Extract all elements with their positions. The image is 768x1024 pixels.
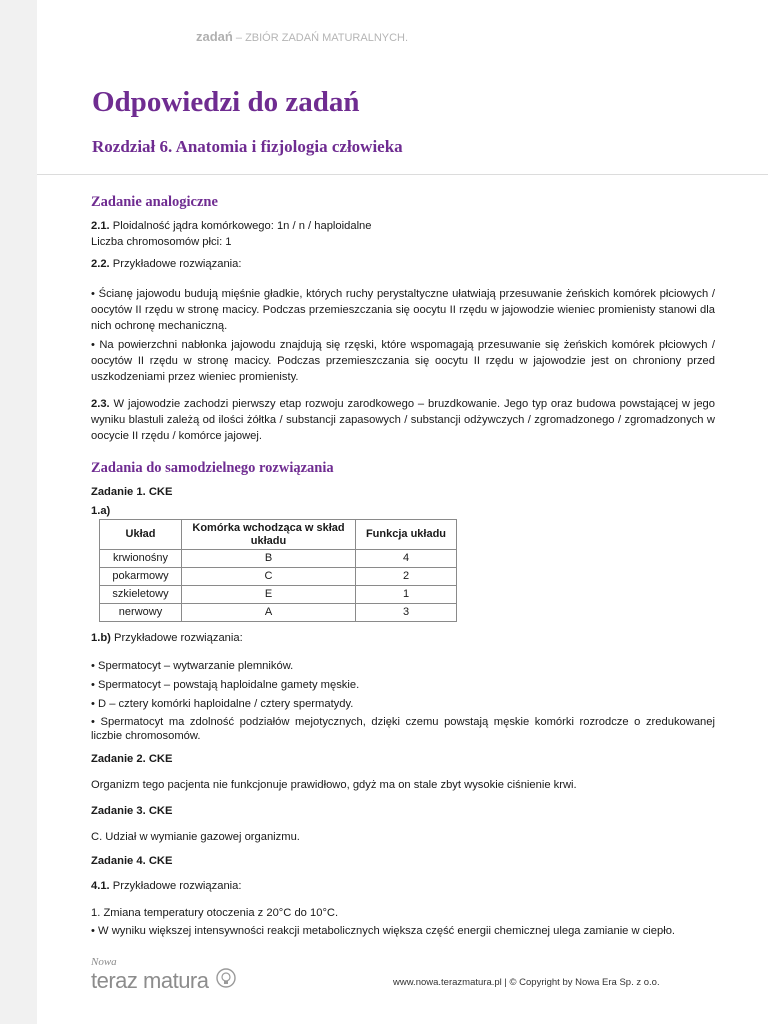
table-cell: szkieletowy [100, 586, 182, 604]
answer-2-2-bullet-2: • Na powierzchni nabłonka jajowodu znajdują się rzęski, które wspomagają przesuwanie się żeńskich komórek płciowych / oocytów II rzędu w stronę macicy. Podczas przemieszczania się oocytu II rzędu w jajowodzie jest on chroniony przed uszkodzeniami przez wieniec promienisty. [91, 339, 715, 383]
table-row [100, 586, 457, 604]
header-brand: zadań [196, 29, 233, 44]
task-2-title [91, 751, 715, 767]
task-2-title-text: Zadanie 2. CKE [91, 753, 173, 765]
answer-1b-text: Przykładowe rozwiązania: [110, 632, 243, 644]
table-row [100, 568, 457, 586]
list-item: • W wyniku większej intensywności reakcji metabolicznych większa część energii chemicznej ulega zamianie w ciepło. [91, 925, 676, 937]
answer-4-1-text: Przykładowe rozwiązania: [109, 880, 242, 892]
task-1-title-text: Zadanie 1. CKE [91, 486, 173, 498]
answer-2-3 [91, 396, 715, 444]
answer-2-2-text: Przykładowe rozwiązania: [109, 258, 242, 270]
task-1a-label-text: 1.a) [91, 505, 111, 517]
table-cell: E [182, 586, 356, 604]
answer-2-3-label: 2.3. [91, 398, 110, 410]
task-2-answer: Organizm tego pacjenta nie funkcjonuje prawidłowo, gdyż ma on stale zbyt wysokie ciśnienie krwi. [91, 779, 577, 791]
answer-2-1-label: 2.1. [91, 220, 110, 232]
logo-main-text: teraz matura [91, 967, 209, 993]
table-header-cell: Komórka wchodząca w skład układu [182, 520, 356, 550]
task-3-title [91, 803, 715, 819]
table-cell: nerwowy [100, 604, 182, 622]
table-header-cell: Układ [100, 520, 182, 550]
answer-2-2-bullet-1: • Ścianę jajowodu budują mięśnie gładkie, których ruchy perystaltyczne ułatwiają przesuwanie żeńskich komórek płciowych / oocytów II rzędu w stronę macicy. Podczas przemieszczania się oocytu II rzędu w jajowodzie wieniec promienisty stanowi dla nich ochronę mechaniczną. [91, 288, 715, 332]
answer-2-2-label: 2.2. [91, 258, 110, 270]
table-cell: pokarmowy [100, 568, 182, 586]
answer-2-3-text: W jajowodzie zachodzi pierwszy etap rozwoju zarodkowego – bruzdkowanie. Jego typ oraz budowa powstającej w jego wyniku blastuli zależą od ilości żółtka / substancji zapasowych / substancji odżywczych / zgromadzonego / zgromadzonych w oocycie II rzędu / komórce jajowej. [91, 398, 715, 442]
logo-small-text: Nowa [91, 956, 117, 968]
table-cell: 3 [356, 604, 457, 622]
task-1-title [91, 484, 715, 500]
answer-2-1 [91, 218, 715, 250]
table-header-row [100, 520, 457, 550]
task-3-title-text: Zadanie 3. CKE [91, 805, 173, 817]
table-cell: 4 [356, 550, 457, 568]
answer-1b-label: 1.b) [91, 632, 111, 644]
table-cell: C [182, 568, 356, 586]
task-1a-label [91, 503, 715, 519]
header-tagline: – ZBIÓR ZADAŃ MATURALNYCH. [232, 32, 409, 44]
table-row [100, 550, 457, 568]
footer-logo [91, 956, 236, 993]
list-item: 1. Zmiana temperatury otoczenia z 20°C do 10°C. [91, 907, 339, 919]
table-cell: A [182, 604, 356, 622]
answer-4-1-label: 4.1. [91, 880, 110, 892]
lightbulb-icon [216, 968, 236, 993]
task-4-title [91, 853, 715, 869]
section-heading-self-study: Zadania do samodzielnego rozwiązania [91, 460, 334, 476]
table-cell: B [182, 550, 356, 568]
page-title: Odpowiedzi do zadań [92, 86, 360, 118]
document-page [37, 0, 768, 1024]
list-item: • D – cztery komórki haploidalne / cztery spermatydy. [91, 698, 354, 710]
list-item: • Spermatocyt – powstają haploidalne gamety męskie. [91, 679, 360, 691]
task-3-answer: C. Udział w wymianie gazowej organizmu. [91, 831, 300, 843]
table-cell: 1 [356, 586, 457, 604]
table-header-cell: Funkcja układu [356, 520, 457, 550]
chapter-subtitle: Rozdział 6. Anatomia i fizjologia człowieka [92, 137, 403, 156]
answer-2-1-line1: Ploidalność jądra komórkowego: 1n / n / haploidalne [109, 220, 372, 232]
answer-1b-intro [91, 630, 715, 646]
section-heading-analogous: Zadanie analogiczne [91, 194, 218, 210]
footer-copyright: www.nowa.terazmatura.pl | © Copyright by Nowa Era Sp. z o.o. [393, 977, 660, 988]
table-cell: krwionośny [100, 550, 182, 568]
header-divider [37, 174, 768, 175]
answer-4-1-intro [91, 878, 715, 894]
document-body [91, 192, 715, 947]
task-4-title-text: Zadanie 4. CKE [91, 855, 173, 867]
running-header [196, 29, 408, 44]
answer-2-1-line2: Liczba chromosomów płci: 1 [91, 236, 232, 248]
table-row [100, 604, 457, 622]
list-item: • Spermatocyt – wytwarzanie plemników. [91, 660, 294, 672]
list-item: • Spermatocyt ma zdolność podziałów mejotycznych, dzięki czemu powstają męskie komórki rozrodcze o zredukowanej liczbie chromosomów. [91, 716, 715, 742]
answer-2-2-intro [91, 256, 715, 272]
table-cell: 2 [356, 568, 457, 586]
answer-table [99, 519, 457, 622]
